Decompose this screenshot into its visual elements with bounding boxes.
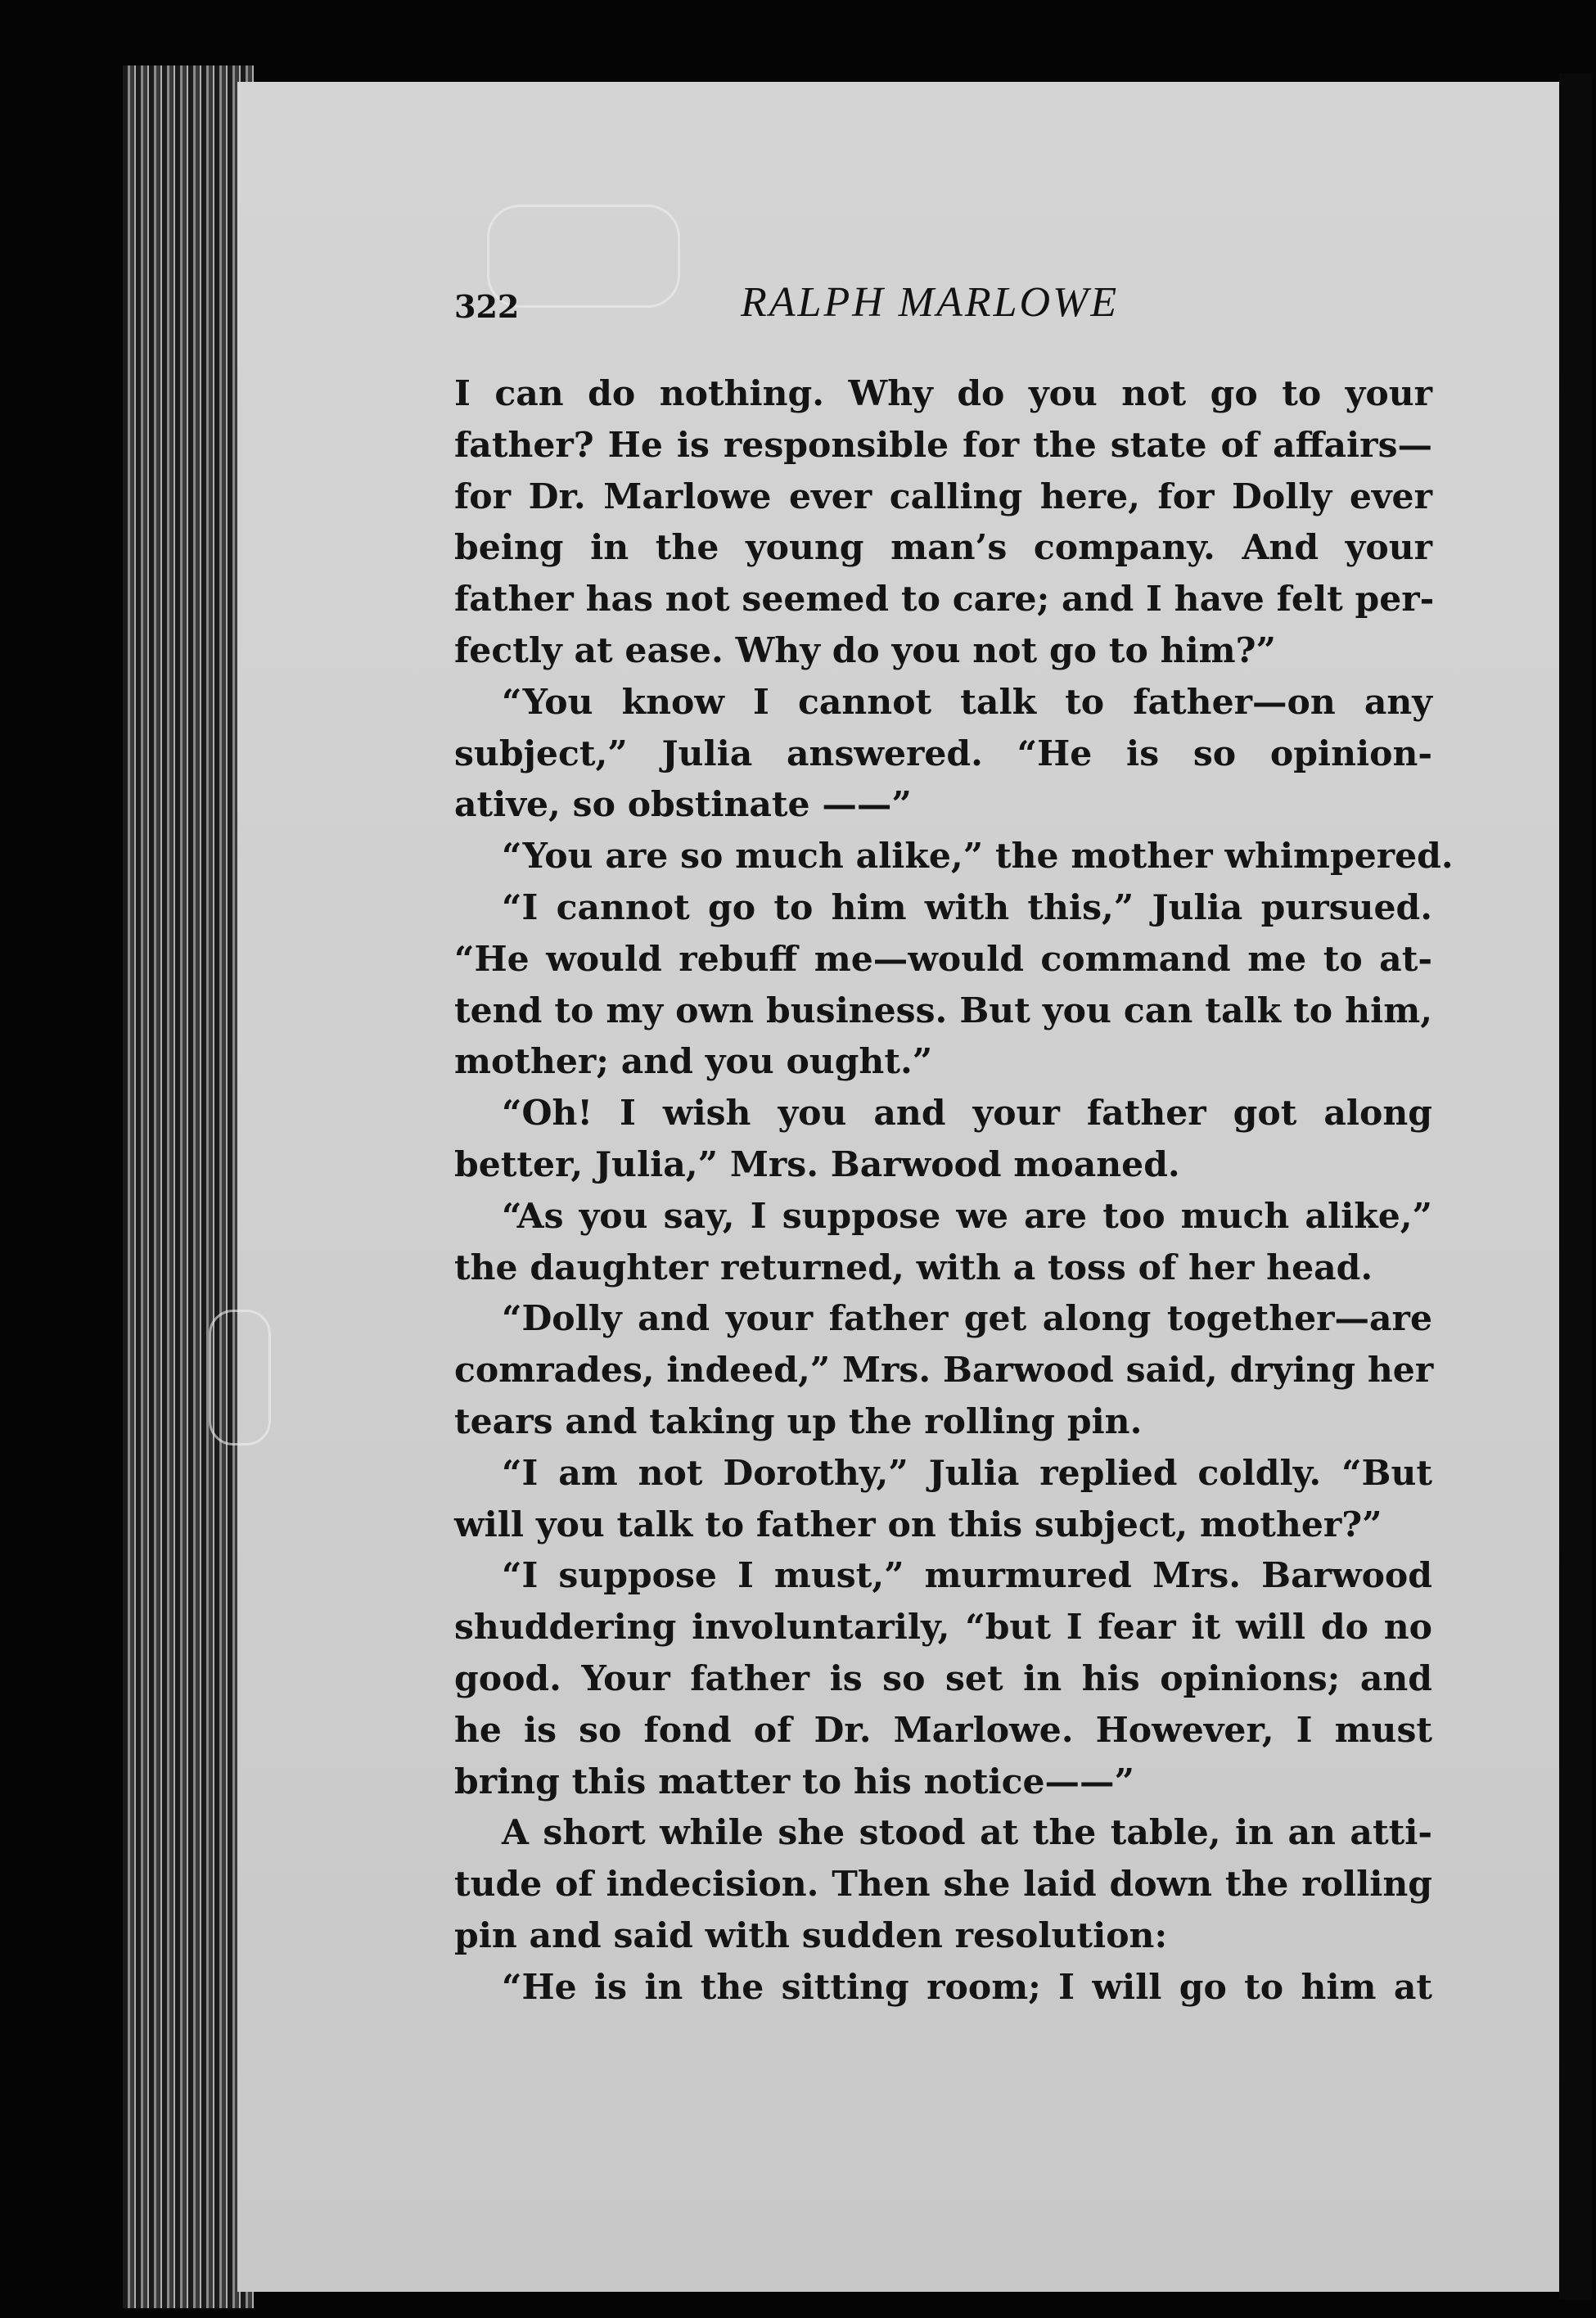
- smudge-mark: [209, 1310, 271, 1445]
- text-line: father has not seemed to care; and I have felt per-: [454, 579, 1435, 620]
- text-line: “Oh! I wish you and your father got along: [502, 1093, 1432, 1134]
- text-line: fectly at ease. Why do you not go to him?”: [454, 629, 1276, 671]
- text-line: subject,” Julia answered. “He is so opinion-: [454, 733, 1432, 774]
- page-right-shadow: [1559, 74, 1592, 2300]
- text-line: for Dr. Marlowe ever calling here, for Dolly ever: [454, 476, 1432, 517]
- text-line: “Dolly and your father get along together—are: [502, 1298, 1432, 1340]
- text-line: being in the young man’s company. And your: [454, 527, 1432, 569]
- page-number: 322: [454, 288, 520, 325]
- text-line: good. Your father is so set in his opinions; and: [454, 1657, 1432, 1699]
- text-line: the daughter returned, with a toss of her head.: [454, 1247, 1373, 1288]
- text-line: “I am not Dorothy,” Julia replied coldly. “But: [502, 1452, 1432, 1494]
- text-line: ative, so obstinate ——”: [454, 784, 912, 826]
- text-line: tend to my own business. But you can talk to him,: [454, 990, 1432, 1031]
- text-line: mother; and you ought.”: [454, 1041, 933, 1083]
- text-line: comrades, indeed,” Mrs. Barwood said, drying her: [454, 1350, 1434, 1391]
- text-line: “He is in the sitting room; I will go to him at: [502, 1966, 1432, 2008]
- text-line: “He would rebuff me—would command me to at-: [454, 938, 1432, 980]
- text-line: bring this matter to his notice——”: [454, 1761, 1134, 1802]
- text-line: tears and taking up the rolling pin.: [454, 1400, 1143, 1442]
- text-line: father? He is responsible for the state of affairs—: [454, 424, 1432, 466]
- running-head: [454, 278, 1436, 344]
- text-line: “I cannot go to him with this,” Julia pursued.: [502, 886, 1432, 928]
- text-line: I can do nothing. Why do you not go to your: [454, 373, 1432, 414]
- page-edge-stack: [123, 65, 254, 2308]
- text-line: “You are so much alike,” the mother whimpered.: [502, 836, 1454, 877]
- body-text: [454, 368, 1454, 2014]
- text-line: pin and said with sudden resolution:: [454, 1914, 1168, 1956]
- text-line: better, Julia,” Mrs. Barwood moaned.: [454, 1143, 1180, 1185]
- text-line: “You know I cannot talk to father—on any: [502, 681, 1432, 723]
- text-line: A short while she stood at the table, in an atti-: [502, 1812, 1432, 1854]
- text-line: shuddering involuntarily, “but I fear it will do no: [454, 1607, 1432, 1648]
- text-line: tude of indecision. Then she laid down the rolling: [454, 1864, 1432, 1905]
- text-line: “I suppose I must,” murmured Mrs. Barwood: [502, 1555, 1432, 1597]
- text-line: he is so fond of Dr. Marlowe. However, I must: [454, 1709, 1432, 1751]
- text-line: “As you say, I suppose we are too much alike,”: [502, 1195, 1432, 1237]
- text-line: will you talk to father on this subject, mother?”: [454, 1504, 1382, 1545]
- running-title: RALPH MARLOWE: [741, 279, 1120, 326]
